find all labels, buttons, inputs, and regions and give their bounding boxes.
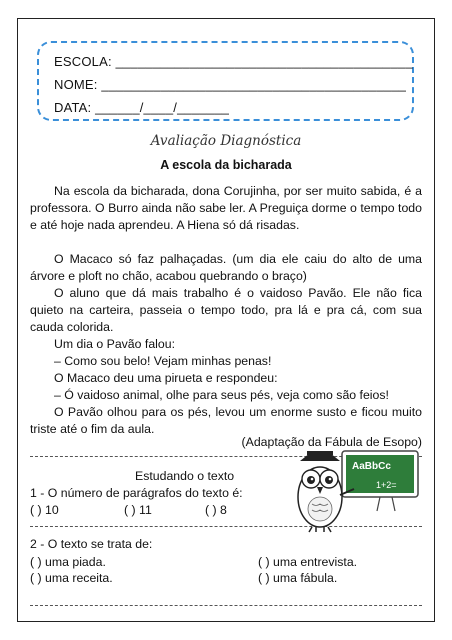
chalkboard-icon [342,451,418,511]
story-paragraph: O Macaco só faz palhaçadas. (um dia ele caiu do alto de uma árvore e ploft no chão, acabou quebrando o braço) [30,252,422,283]
story-paragraph: O aluno que dá mais trabalho é o vaidoso Pavão. Ele não fica quieto na carteira, passeia o tempo todo, pra lá e pra cá, com sua cauda colorida. [30,286,422,334]
story-paragraph: – Ó vaidoso animal, olhe para seus pés, veja como são feios! [54,388,389,402]
board-letters: AaBbCc [352,461,391,472]
divider [30,605,422,606]
date-field[interactable]: DATA: ______/____/_______ [54,100,230,115]
name-field[interactable]: NOME: _________________________________________ [54,77,407,92]
story-paragraph: O Pavão olhou para os pés, levou um enorme susto e ficou muito triste até o fim da aula. [30,405,422,436]
q2-option-fabula[interactable]: ( ) uma fábula. [258,571,338,585]
story-paragraph: Na escola da bicharada, dona Corujinha, por ser muito sabida, é a professora. O Burro ainda não sabe ler. A Preguiça dorme o tempo todo e até hoje nada aprendeu. A Hiena só dá risadas. [30,184,422,232]
q2-option-piada[interactable]: ( ) uma piada. [30,555,106,569]
assessment-title: Avaliação Diagnóstica [150,133,302,149]
source-credit: (Adaptação da Fábula de Esopo) [241,435,422,449]
q1-option-10[interactable]: ( ) 10 [30,503,59,517]
story-paragraph: Um dia o Pavão falou: [54,337,175,351]
q2-option-entrevista[interactable]: ( ) uma entrevista. [258,555,358,569]
story-title: A escola da bicharada [160,158,292,172]
study-heading: Estudando o texto [135,469,235,483]
owl-teacher-illustration [282,449,422,539]
school-field[interactable]: ESCOLA: ________________________________________ [54,54,413,69]
question-2: 2 - O texto se trata de: [30,537,153,551]
q1-option-11[interactable]: ( ) 11 [124,503,152,517]
story-paragraph: – Como sou belo! Vejam minhas penas! [54,354,272,368]
story-paragraph: O Macaco deu uma pirueta e respondeu: [54,371,278,385]
board-sum: 1+2= [376,480,397,490]
question-1: 1 - O número de parágrafos do texto é: [30,486,243,500]
q1-option-8[interactable]: ( ) 8 [205,503,227,517]
q2-option-receita[interactable]: ( ) uma receita. [30,571,113,585]
